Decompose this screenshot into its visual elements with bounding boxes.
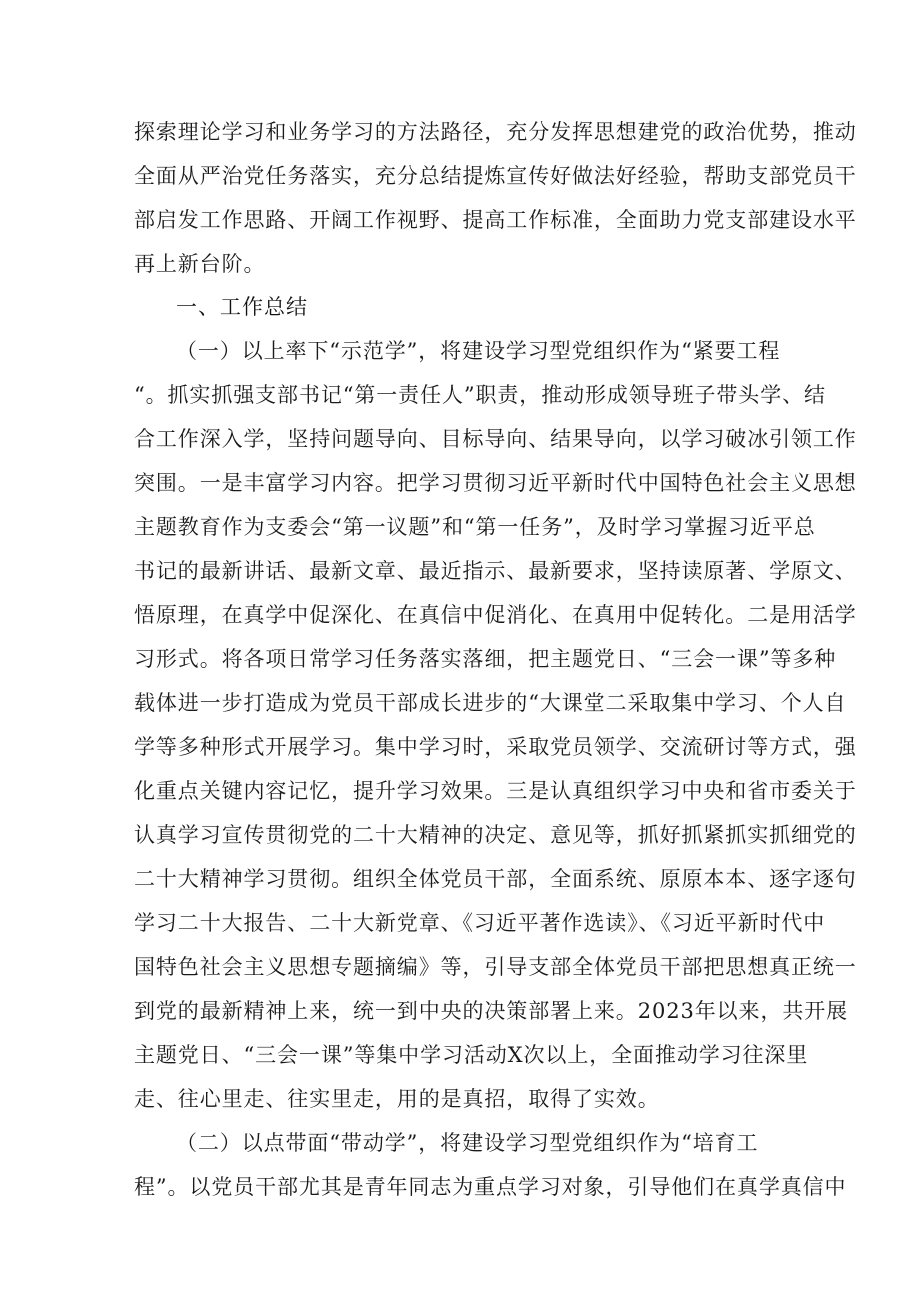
paragraph-line: 二十大精神学习贯彻。组织全体党员干部，全面系统、原原本本、逐字逐句 [134,867,857,891]
paragraph-line: 合工作深入学，坚持问题导向、目标导向、结果导向，以学习破冰引领工作 [134,427,857,451]
paragraph-line: 国特色社会主义思想专题摘编》等，引导支部全体党员干部把思想真正统一 [134,955,857,979]
section-heading: 一、工作总结 [176,295,308,319]
paragraph-line: 部启发工作思路、开阔工作视野、提高工作标准，全面助力党支部建设水平 [134,208,857,232]
paragraph-line: 认真学习宣传贯彻党的二十大精神的决定、意见等，抓好抓紧抓实抓细党的 [134,823,857,847]
paragraph-line: 学等多种形式开展学习。集中学习时，采取党员领学、交流研讨等方式，强 [134,735,857,759]
paragraph-line: （一）以上率下“示范学”，将建设学习型党组织作为“紧要工程 [176,339,781,363]
paragraph-line: 走、往心里走、往实里走，用的是真招，取得了实效。 [134,1087,660,1111]
paragraph-line: 书记的最新讲话、最新文章、最近指示、最新要求，坚持读原著、学原文、 [134,559,857,583]
paragraph-line: 突围。一是丰富学习内容。把学习贯彻习近平新时代中国特色社会主义思想 [134,471,857,495]
paragraph-line: 悟原理，在真学中促深化、在真信中促消化、在真用中促转化。二是用活学 [134,603,857,627]
paragraph-line: 学习二十大报告、二十大新党章、《习近平著作选读》、《习近平新时代中 [134,911,826,935]
paragraph-line: 主题教育作为支委会“第一议题”和“第一任务”，及时学习掌握习近平总 [134,515,816,539]
paragraph-line: 再上新台阶。 [134,252,266,276]
paragraph-line: 主题党日、“三会一课”等集中学习活动X次以上，全面推动学习往深里 [134,1043,809,1067]
paragraph-line: （二）以点带面“带动学”，将建设学习型党组织作为“培育工 [176,1131,759,1155]
paragraph-line: 化重点关键内容记忆，提升学习效果。三是认真组织学习中央和省市委关于 [134,779,857,803]
paragraph-line: “。抓实抓强支部书记“第一责任人”职责，推动形成领导班子带头学、结 [134,383,826,407]
paragraph-line: 程”。以党员干部尤其是青年同志为重点学习对象，引导他们在真学真信中 [134,1175,847,1199]
paragraph-line: 习形式。将各项日常学习任务落实落细，把主题党日、“三会一课”等多种 [134,647,837,671]
paragraph-line: 探索理论学习和业务学习的方法路径，充分发挥思想建党的政治优势，推动 [134,120,857,144]
paragraph-line: 载体进一步打造成为党员干部成长进步的“大课堂二采取集中学习、个人自 [134,691,847,715]
paragraph-line: 到党的最新精神上来，统一到中央的决策部署上来。2023年以来，共开展 [134,999,849,1023]
paragraph-line: 全面从严治党任务落实，充分总结提炼宣传好做法好经验，帮助支部党员干 [134,164,857,188]
